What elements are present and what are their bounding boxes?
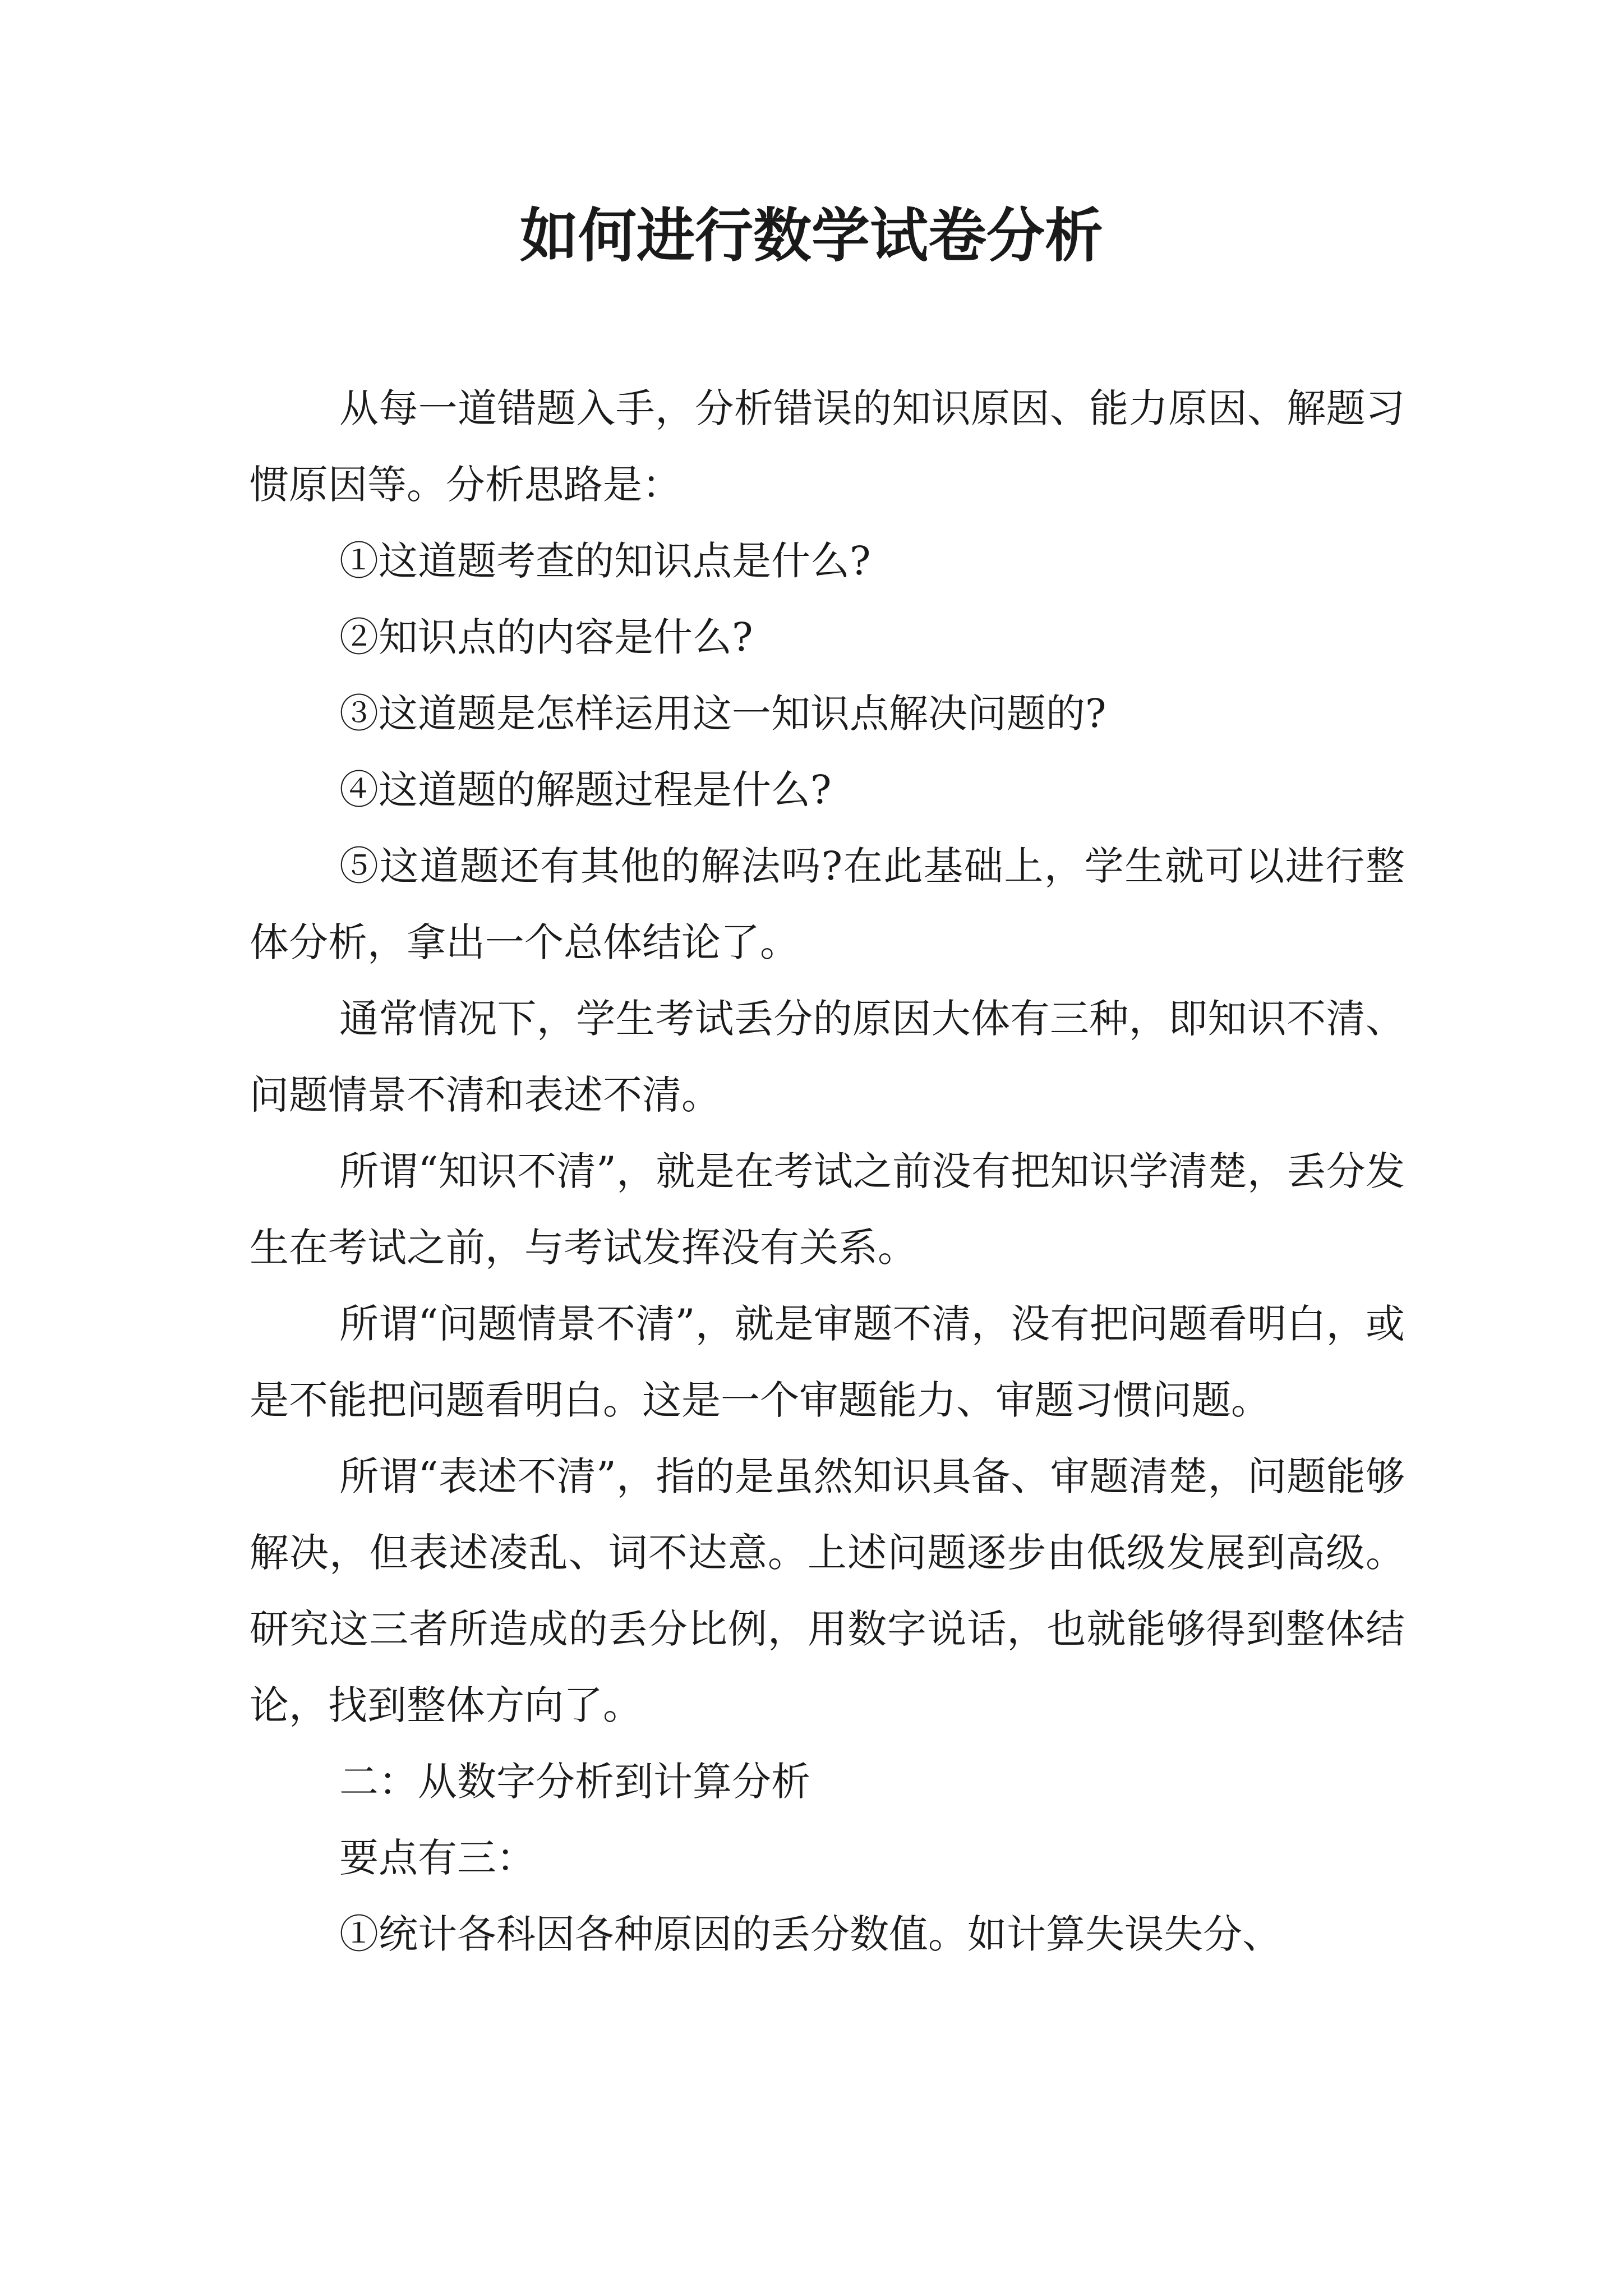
paragraph-context-unclear: 所谓“问题情景不清”，就是审题不清，没有把问题看明白，或是不能把问题看明白。这是一个审题能力、审题习惯问题。	[250, 1301, 1405, 1423]
paragraph-causes: 通常情况下，学生考试丢分的原因大体有三种，即知识不清、问题情景不清和表述不清。	[250, 996, 1405, 1118]
page-title: 如何进行数学试卷分析	[519, 201, 1103, 270]
paragraph-question-3: ③这道题是怎样运用这一知识点解决问题的?	[339, 691, 1106, 737]
paragraph-key-points: 要点有三：	[339, 1835, 536, 1881]
section-heading-2: 二：从数字分析到计算分析	[339, 1759, 810, 1805]
paragraph-intro: 从每一道错题入手，分析错误的知识原因、能力原因、解题习惯原因等。分析思路是：	[250, 385, 1405, 508]
paragraph-question-2: ②知识点的内容是什么?	[339, 614, 753, 660]
paragraph-key-point-1: ①统计各科因各种原因的丢分数值。如计算失误失分、	[339, 1911, 1281, 1957]
paragraph-expression-unclear: 所谓“表述不清”，指的是虽然知识具备、审题清楚，问题能够解决，但表述凌乱、词不达意。上述问题逐步由低级发展到高级。研究这三者所造成的丢分比例，用数字说话，也就能够得到整体结论，找到整体方向了。	[250, 1453, 1405, 1728]
paragraph-question-1: ①这道题考查的知识点是什么?	[339, 538, 871, 584]
paragraph-question-5: ⑤这道题还有其他的解法吗?在此基础上，学生就可以进行整体分析，拿出一个总体结论了。	[250, 843, 1405, 965]
paragraph-knowledge-unclear: 所谓“知识不清”，就是在考试之前没有把知识学清楚，丢分发生在考试之前，与考试发挥没有关系。	[250, 1148, 1405, 1271]
document-body	[250, 370, 1405, 1972]
paragraph-question-4: ④这道题的解题过程是什么?	[339, 767, 832, 813]
